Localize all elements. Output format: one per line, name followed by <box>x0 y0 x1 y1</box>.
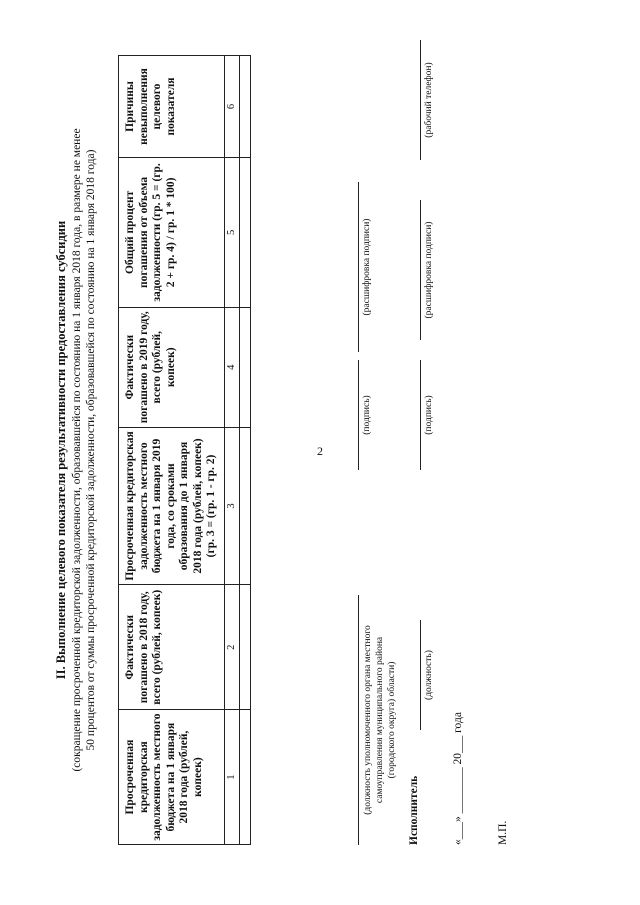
table-cell <box>239 56 250 158</box>
column-header: Просроченная кредиторская задолженность местного бюджета на 1 января 2019 года, со сроками образования до 1 января 2018 года (рублей, копеек) (гр. 3 = (гр. 1 - гр. 2) <box>119 427 225 585</box>
stamp-mark: М.П. <box>497 820 509 845</box>
official-signature-line <box>358 360 359 470</box>
column-header: Фактически погашено в 2019 году, всего (рублей, копеек) <box>119 307 225 427</box>
column-number: 3 <box>224 427 239 585</box>
executor-phone-caption: (рабочий телефон) <box>424 62 434 138</box>
table-cell <box>239 158 250 308</box>
official-decode-line <box>358 182 359 352</box>
column-header: Общий процент погашения от объема задолженности (гр. 5 = (гр. 2 + гр. 4) / гр. 1 * 100) <box>119 158 225 308</box>
section-subtitle <box>70 0 98 900</box>
table-cell <box>239 307 250 427</box>
executor-label: Исполнитель <box>408 775 420 845</box>
page-number: 2 <box>317 444 323 458</box>
official-signature-caption: (подпись) <box>362 395 372 435</box>
executor-decode-line <box>420 200 421 340</box>
executor-position-line <box>420 620 421 730</box>
official-position-caption: (должность уполномоченного органа местного самоуправления муниципального района (городского округа) области) <box>363 625 397 815</box>
column-header: Причины невыполнения целевого показателя <box>119 56 225 158</box>
column-number: 2 <box>224 585 239 710</box>
indicator-table <box>118 55 251 845</box>
table-row <box>239 56 250 845</box>
column-number: 4 <box>224 307 239 427</box>
executor-phone-line <box>420 40 421 160</box>
table-cell <box>239 710 250 845</box>
executor-signature-line <box>420 360 421 470</box>
column-header: Фактически погашено в 2018 году, всего (рублей, копеек) <box>119 585 225 710</box>
column-number-row <box>224 56 239 845</box>
executor-position-caption: (должность) <box>424 650 434 700</box>
section-title: II. Выполнение целевого показателя результативности предоставления субсидии <box>54 220 68 680</box>
table-cell <box>239 585 250 710</box>
executor-signature-caption: (подпись) <box>424 395 434 435</box>
column-number: 1 <box>224 710 239 845</box>
table-cell <box>239 427 250 585</box>
column-header: Просроченная кредиторская задолженность местного бюджета на 1 января 2018 года (рублей, копеек) <box>119 710 225 845</box>
table-header-row <box>119 56 225 845</box>
subtitle-line-2: 50 процентов от суммы просроченной кредиторской задолженности, образовавшейся по состоянию на 1 января 2018 года) <box>85 149 97 751</box>
official-decode-caption: (расшифровка подписи) <box>362 218 372 316</box>
column-number: 5 <box>224 158 239 308</box>
column-number: 6 <box>224 56 239 158</box>
executor-decode-caption: (расшифровка подписи) <box>424 221 434 319</box>
official-position-line <box>358 595 359 845</box>
date-line: «___» ________ 20___ года <box>452 712 464 845</box>
subtitle-line-1: (сокращение просроченной кредиторской задолженности, образовавшейся по состоянию на 1 января 2018 года, в размере не менее <box>71 128 83 772</box>
